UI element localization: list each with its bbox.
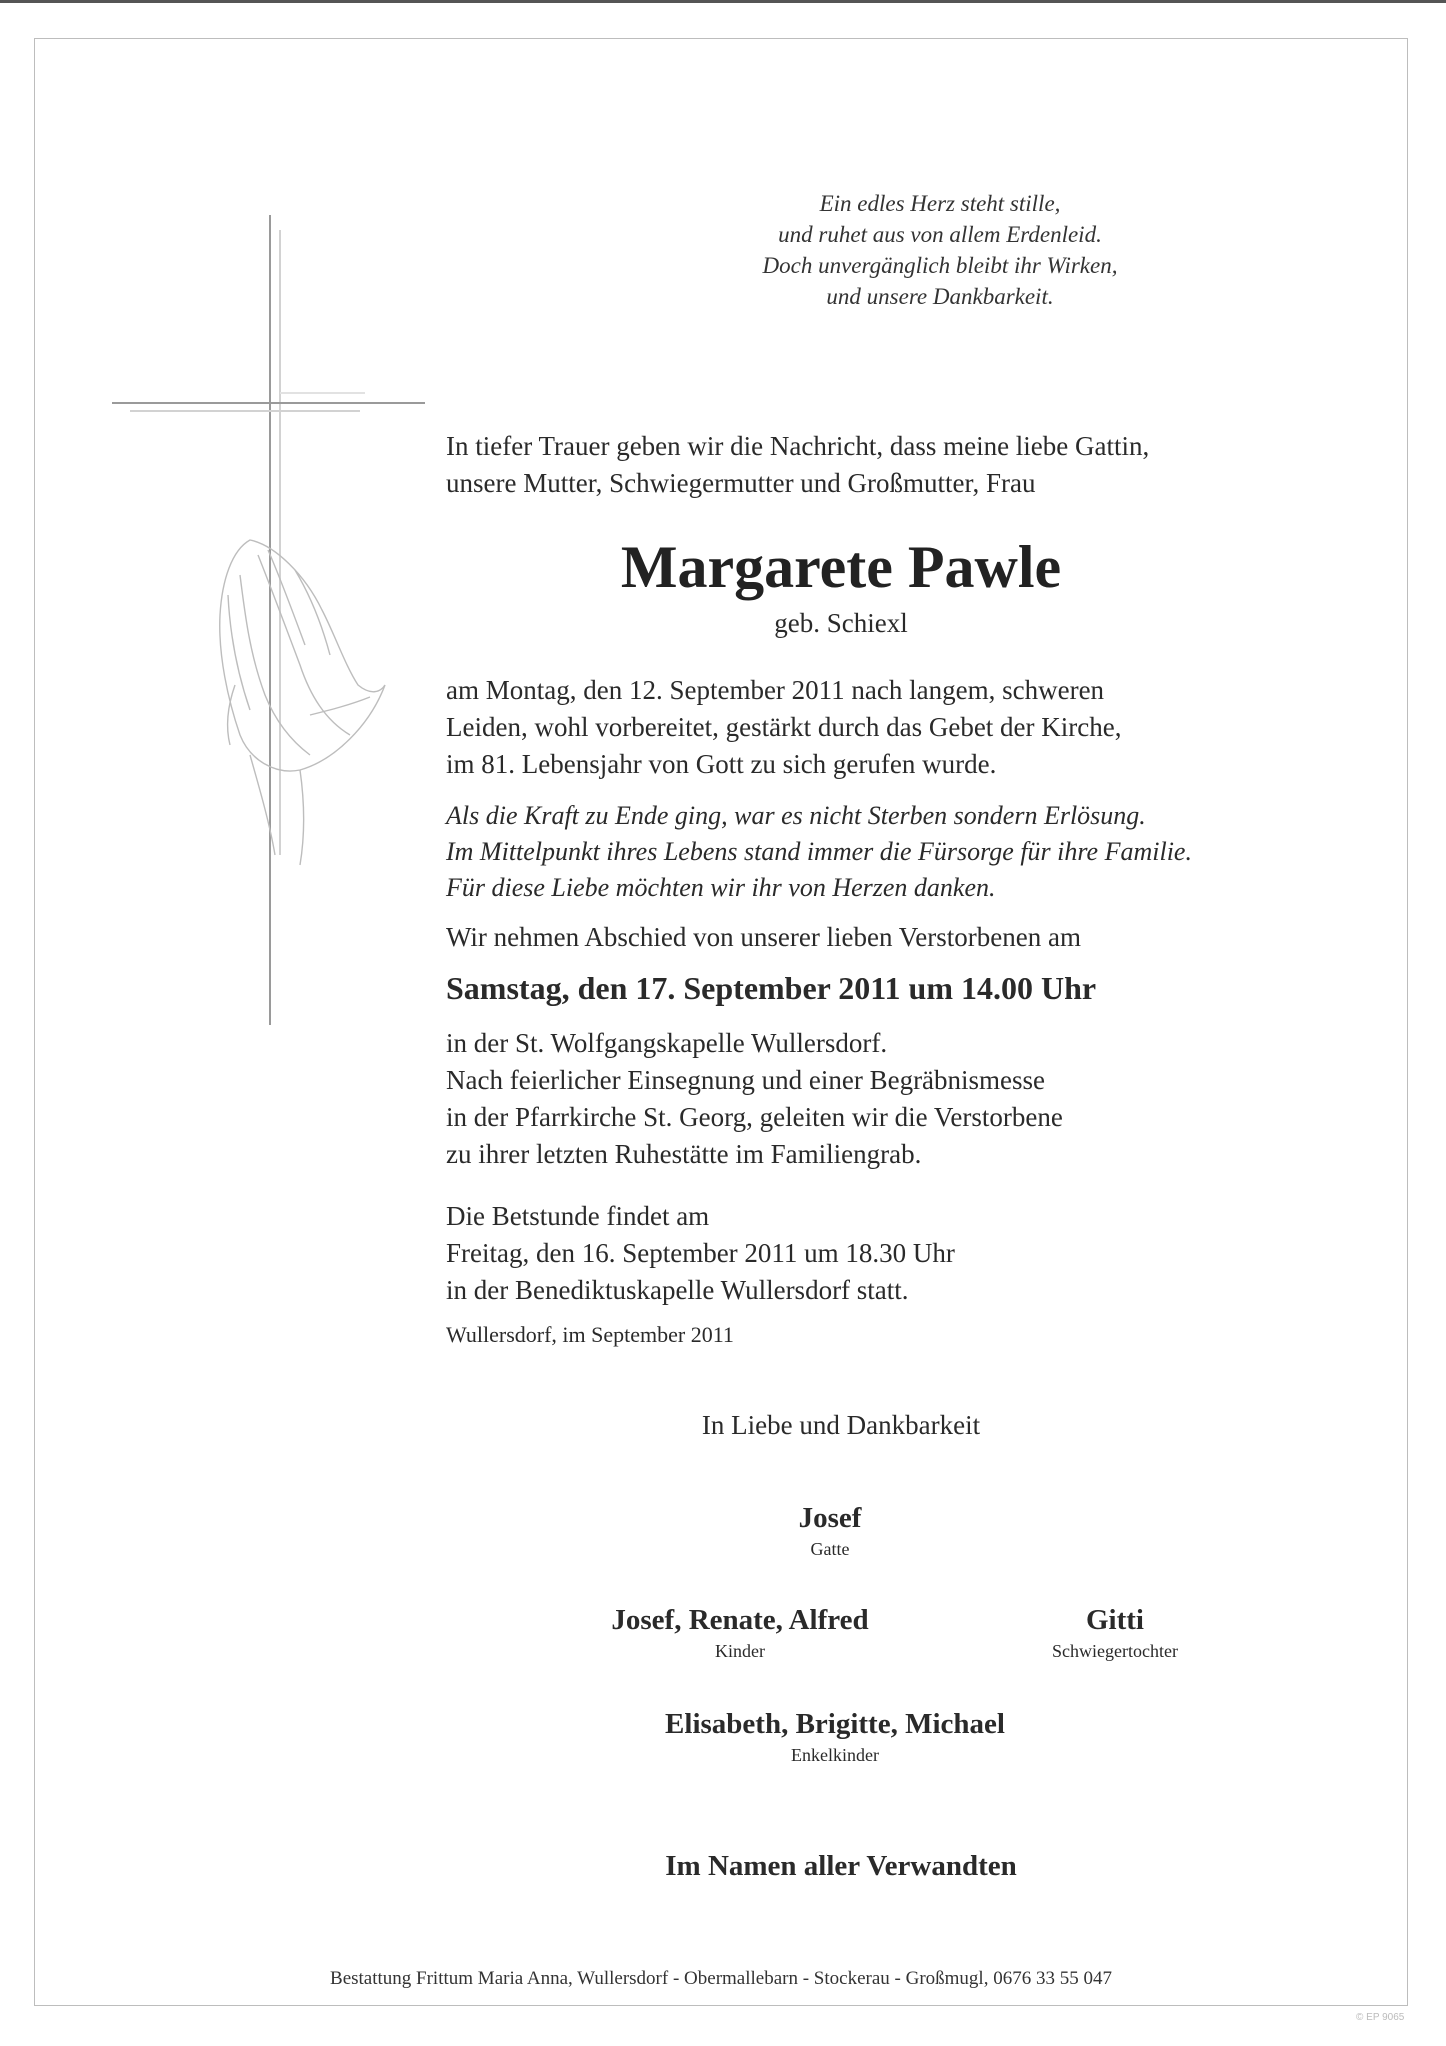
mourner-group-spouse: [630, 1502, 1030, 1560]
place-date: Wullersdorf, im September 2011: [446, 1322, 734, 1347]
mourner-role: Gatte: [810, 1539, 850, 1559]
quote-line: Als die Kraft zu Ende ging, war es nicht Sterben sondern Erlösung.: [446, 801, 1146, 830]
mourner-names: Gitti: [1086, 1604, 1144, 1636]
prayer-hour: [446, 1198, 955, 1309]
top-edge-line: [0, 0, 1446, 3]
intro-line: unsere Mutter, Schwiegermutter und Großmutter, Frau: [446, 468, 1036, 498]
mourner-role: Enkelkinder: [791, 1745, 879, 1765]
death-line: am Montag, den 12. September 2011 nach langem, schweren: [446, 675, 1105, 705]
motto-line: und ruhet aus von allem Erdenleid.: [778, 222, 1102, 247]
farewell-text: Wir nehmen Abschied von unserer lieben Verstorbenen am: [446, 922, 1081, 952]
funeral-line: in der Pfarrkirche St. Georg, geleiten wir die Verstorbene: [446, 1102, 1063, 1132]
mourner-role: Schwiegertochter: [1052, 1641, 1178, 1661]
birth-name: geb. Schiexl: [774, 608, 908, 638]
mourner-names: Josef: [798, 1502, 862, 1534]
mourner-group-daughter-in-law: [915, 1604, 1315, 1662]
death-notice-text: [446, 672, 1122, 783]
funeral-date: Samstag, den 17. September 2011 um 14.00 Uhr: [446, 970, 1097, 1006]
relatives-line: Im Namen aller Verwandten: [665, 1850, 1017, 1882]
death-line: im 81. Lebensjahr von Gott zu sich gerufen wurde.: [446, 749, 997, 779]
quote-line: Im Mittelpunkt ihres Lebens stand immer die Fürsorge für ihre Familie.: [446, 837, 1192, 866]
print-code: © EP 9065: [1356, 2012, 1405, 2023]
intro-line: In tiefer Trauer geben wir die Nachricht, dass meine liebe Gattin,: [446, 431, 1150, 461]
quote-line: Für diese Liebe möchten wir ihr von Herzen danken.: [446, 873, 996, 902]
motto-line: Ein edles Herz steht stille,: [819, 191, 1061, 216]
prayer-line: Freitag, den 16. September 2011 um 18.30 Uhr: [446, 1238, 955, 1268]
motto-line: und unsere Dankbarkeit.: [826, 284, 1054, 309]
death-line: Leiden, wohl vorbereitet, gestärkt durch das Gebet der Kirche,: [446, 712, 1122, 742]
mourner-group-grandchildren: [635, 1708, 1035, 1766]
funeral-line: in der St. Wolfgangskapelle Wullersdorf.: [446, 1028, 888, 1058]
mourner-names: Elisabeth, Brigitte, Michael: [665, 1708, 1005, 1740]
closing-phrase: In Liebe und Dankbarkeit: [701, 1410, 981, 1440]
funeral-line: zu ihrer letzten Ruhestätte im Familiengrab.: [446, 1139, 922, 1169]
praying-hands-icon: [220, 540, 385, 865]
mourner-role: Kinder: [715, 1641, 765, 1661]
mourner-names: Josef, Renate, Alfred: [611, 1604, 869, 1636]
tribute-quote: [446, 798, 1192, 906]
funeral-details: [446, 1025, 1063, 1173]
prayer-line: in der Benediktuskapelle Wullersdorf statt.: [446, 1275, 909, 1305]
funeral-line: Nach feierlicher Einsegnung und einer Begräbnismesse: [446, 1065, 1046, 1095]
deceased-name: Margarete Pawle: [620, 534, 1062, 600]
motto-line: Doch unvergänglich bleibt ihr Wirken,: [762, 253, 1118, 278]
funeral-home-footer: Bestattung Frittum Maria Anna, Wullersdorf - Obermallebarn - Stockerau - Großmugl, 0676 33 55 047: [330, 1968, 1112, 1989]
intro-text: [446, 428, 1149, 502]
prayer-line: Die Betstunde findet am: [446, 1201, 710, 1231]
cross-icon: [100, 215, 440, 1035]
motto-verse: [580, 188, 1300, 312]
mourner-group-children: [540, 1604, 940, 1662]
